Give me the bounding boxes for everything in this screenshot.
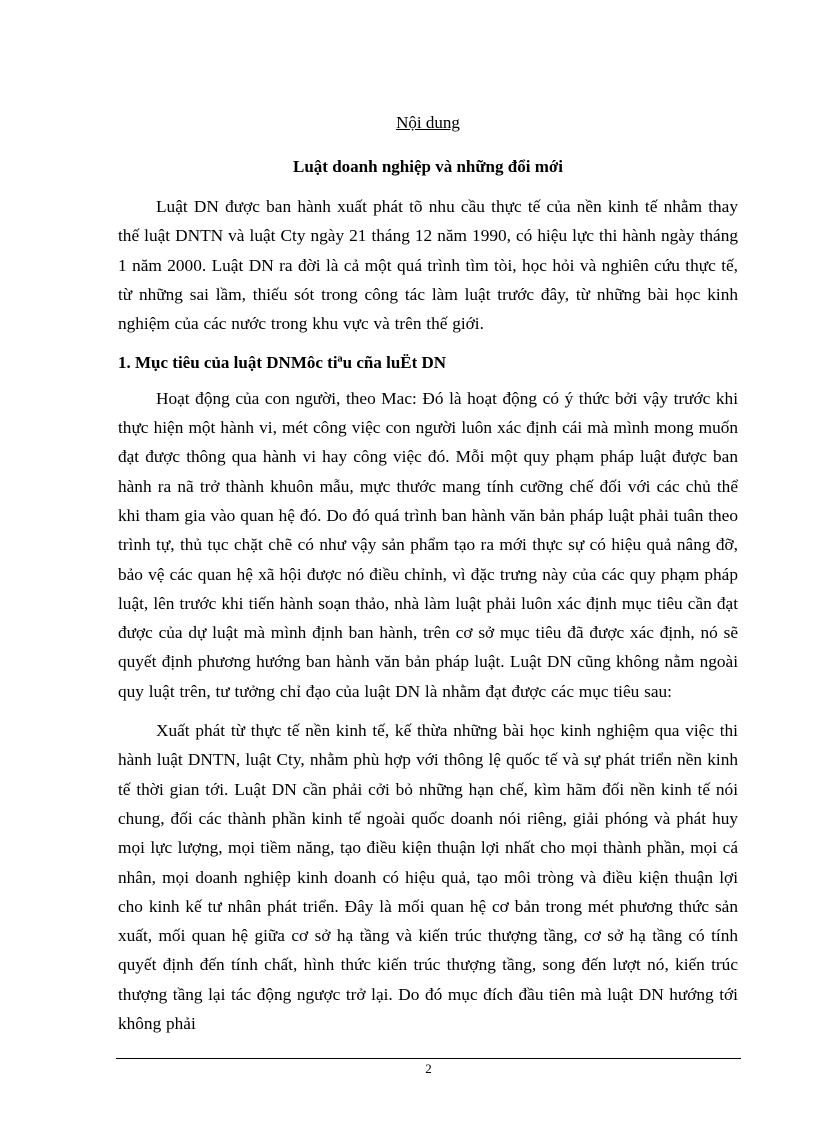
footer-divider: [116, 1058, 741, 1059]
intro-paragraph: Luật DN được ban hành xuất phát tõ nhu cầu thực tế của nền kinh tế nhằm thay thế luật DNTN và luật Cty ngày 21 tháng 12 năm 1990, có hiệu lực thi hành ngày tháng 1 năm 2000. Luật DN ra đời là cả một quá trình tìm tòi, học hỏi và nghiên cứu thực tế, từ những sai lầm, thiếu sót trong công tác làm luật trước đây, từ những bài học kinh nghiệm của các nước trong khu vực và trên thế giới.: [118, 197, 738, 334]
page-number: 2: [425, 1061, 432, 1076]
page-content: [118, 108, 738, 1038]
document-title: Luật doanh nghiệp và những đổi mới: [293, 157, 563, 176]
section-1-heading: 1. Mục tiêu của luật DNMôc tiªu cña luËt DN: [118, 353, 447, 373]
contents-heading: Nội dung: [396, 113, 460, 132]
section-1-paragraph-1: Hoạt động của con người, theo Mac: Đó là hoạt động có ý thức bởi vậy trước khi thực hiện một hành vi, mét công việc con người luôn xác định cái mà mình mong muốn đạt được thông qua hành vi hay công việc đó. Mỗi một quy phạm pháp luật được ban hành ra nã trở thành khuôn mẫu, mực thước mang tính cưỡng chế đối với các chủ thể khi tham gia vào quan hệ đó. Do đó quá trình ban hành văn bản pháp luật phải tuân theo trình tự, thủ tục chặt chẽ có như vậy sản phẩm tạo ra mới thực sự có hiệu quả nâng đỡ, bảo vệ các quan hệ xã hội được nó điều chỉnh, vì đặc trưng này của các quy phạm pháp luật, lên trước khi tiến hành soạn thảo, nhà làm luật phải luôn xác định mục tiêu cần đạt được của dự luật mà mình định ban hành, trên cơ sở mục tiêu đã được xác định, nó sẽ quyết định phương hướng ban hành văn bản pháp luật. Luật DN cũng không nằm ngoài quy luật trên, tư tưởng chỉ đạo của luật DN là nhằm đạt được các mục tiêu sau:: [118, 388, 738, 701]
section-1-paragraph-2: Xuất phát từ thực tế nền kinh tế, kế thừa những bài học kinh nghiệm qua việc thi hành luật DNTN, luật Cty, nhằm phù hợp với thông lệ quốc tế và sự phát triển nền kinh tế thời gian tới. Luật DN cần phải cởi bỏ những hạn chế, kìm hãm đối nền kinh tế nói chung, đối các thành phần kinh tế ngoài quốc doanh nói riêng, giải phóng và phát huy mọi lực lượng, mọi tiềm năng, tạo điều kiện thuận lợi nhất cho mọi thành phần, mọi cá nhân, mọi doanh nghiệp kinh doanh có hiệu quả, tạo môi tròng và điều kiện thuận lợi cho kinh kế tư nhân phát triển. Đây là mối quan hệ cơ bản trong mét phương thức sản xuất, mối quan hệ giữa cơ sở hạ tầng và kiến trúc thượng tầng, cơ sở hạ tầng có tính quyết định đến tính chất, hình thức kiến trúc thượng tầng, song đến lượt nó, kiến trúc thượng tầng lại tác động ngược trở lại. Do đó mục đích đầu tiên mà luật DN hướng tới không phải: [118, 721, 738, 1034]
